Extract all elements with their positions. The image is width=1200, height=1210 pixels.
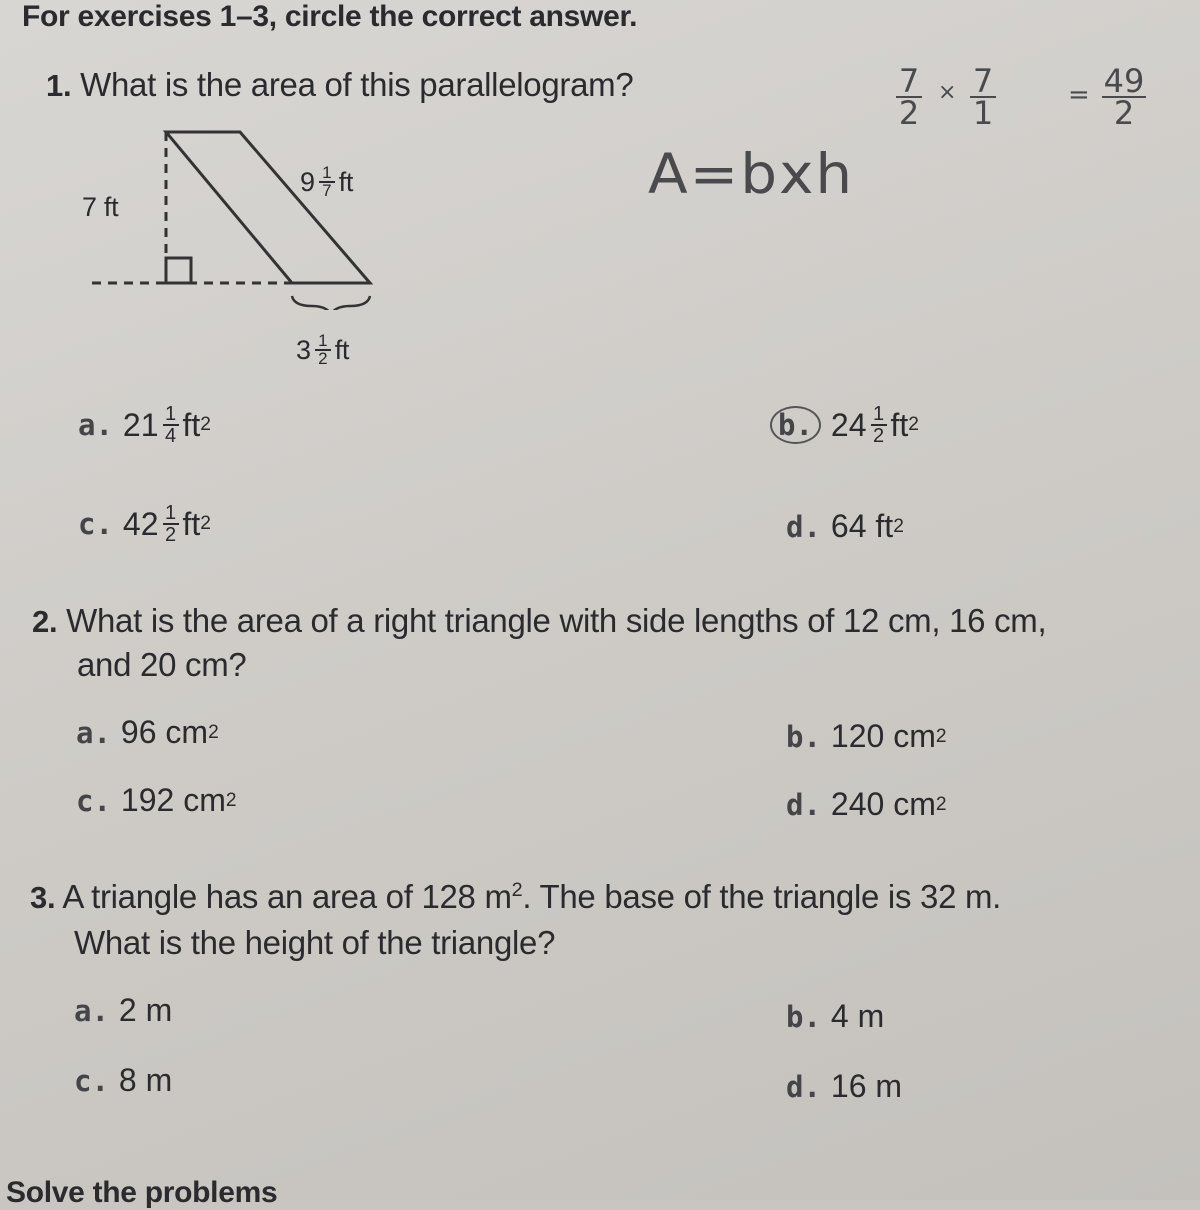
option-num: 1: [164, 502, 177, 524]
option-value: 240 cm: [830, 786, 936, 822]
base-brace: [292, 296, 370, 310]
work-times: ×: [938, 80, 957, 105]
question-number: 1.: [46, 68, 72, 103]
side-unit: ft: [338, 166, 354, 197]
option-label: b.: [786, 999, 821, 1034]
q3-option-d[interactable]: [786, 1068, 902, 1105]
question-text-line1: What is the area of a right triangle with side lengths of 12 cm, 16 cm,: [66, 602, 1047, 639]
q1-option-d[interactable]: [786, 508, 904, 545]
option-value: 8 m: [118, 1062, 173, 1098]
parallelogram-figure: [80, 120, 400, 310]
base-num: 1: [318, 331, 328, 350]
option-label: a.: [74, 993, 109, 1028]
q2-option-c[interactable]: [76, 782, 237, 819]
handwritten-work: [890, 62, 1180, 156]
base-fraction: [315, 333, 331, 367]
option-exponent: 2: [935, 725, 947, 747]
base-den: 2: [318, 349, 328, 368]
section-heading: Solve the problems: [6, 1176, 278, 1209]
option-value: 96 cm: [120, 714, 209, 750]
handwritten-formula: A=bxh: [648, 141, 855, 207]
option-value: 2 m: [118, 992, 173, 1028]
q1-option-a[interactable]: [78, 404, 211, 446]
question-1: [46, 66, 633, 104]
side-whole: 9: [300, 166, 315, 197]
side-den: 7: [322, 181, 332, 200]
option-label: b.: [786, 719, 821, 754]
option-exponent: 2: [200, 414, 211, 435]
q1-option-c[interactable]: [78, 503, 211, 545]
option-fraction: [163, 503, 179, 545]
option-exponent: 2: [200, 513, 211, 534]
work-left-den: 2: [898, 94, 920, 132]
base-label: [296, 333, 349, 367]
option-label-circled: b.: [770, 406, 821, 444]
option-label: d.: [786, 509, 821, 544]
option-num: 1: [164, 403, 177, 425]
option-value: 16 m: [830, 1068, 903, 1104]
q3-option-c[interactable]: [74, 1062, 172, 1099]
question-3-line2: What is the height of the triangle?: [74, 924, 556, 961]
side-fraction: [319, 165, 335, 199]
right-angle-mark: [166, 258, 191, 283]
side-label: [300, 165, 353, 199]
work-mid-fraction: [970, 62, 996, 132]
q3-option-a[interactable]: [74, 992, 172, 1029]
q1-option-b[interactable]: [770, 404, 919, 446]
option-unit: ft: [182, 505, 201, 542]
q3-option-b[interactable]: [786, 998, 884, 1035]
instructions: For exercises 1–3, circle the correct answer.: [22, 0, 638, 33]
option-whole: 24: [830, 406, 867, 443]
option-den: 2: [872, 425, 885, 447]
height-label: 7 ft: [82, 192, 119, 222]
work-mid-num: 7: [972, 62, 994, 100]
option-den: 4: [164, 425, 177, 447]
question-2-line2: and 20 cm?: [77, 646, 247, 683]
question-3: [30, 878, 1001, 916]
work-right-fraction: [1102, 62, 1146, 132]
work-equals: =: [1068, 80, 1090, 110]
work-left-fraction: [896, 62, 922, 132]
option-whole: 42: [122, 505, 159, 542]
question-number: 2.: [32, 604, 58, 639]
question-exponent: 2: [511, 879, 523, 901]
option-whole: 21: [122, 406, 159, 443]
question-number: 3.: [30, 880, 56, 915]
work-right-den: 2: [1113, 94, 1135, 132]
base-whole: 3: [296, 334, 311, 365]
option-value: 120 cm: [830, 718, 936, 754]
option-fraction: [871, 404, 887, 446]
question-text-line1-end: . The base of the triangle is 32 m.: [522, 878, 1002, 915]
option-exponent: 2: [935, 793, 947, 815]
option-exponent: 2: [208, 721, 219, 743]
option-label: c.: [74, 1063, 109, 1098]
option-label: a.: [76, 715, 111, 750]
option-label: c.: [78, 507, 113, 541]
work-mid-den: 1: [972, 94, 994, 132]
base-unit: ft: [334, 334, 350, 365]
option-unit: ft: [890, 406, 909, 443]
question-text: What is the area of this parallelogram?: [80, 66, 634, 103]
q2-option-a[interactable]: [76, 714, 219, 751]
q2-option-d[interactable]: [786, 786, 947, 823]
option-label: d.: [786, 787, 821, 822]
question-text-line1: A triangle has an area of 128 m: [62, 878, 512, 915]
parallelogram-shape: [166, 132, 370, 283]
work-right-num: 49: [1103, 62, 1145, 100]
q2-option-b[interactable]: [786, 718, 947, 755]
option-label: c.: [76, 783, 111, 818]
option-label: a.: [78, 408, 113, 442]
option-unit: ft: [182, 406, 201, 443]
option-exponent: 2: [225, 789, 237, 811]
option-fraction: [163, 404, 179, 446]
option-value: 4 m: [830, 998, 885, 1034]
side-num: 1: [322, 163, 332, 182]
option-num: 1: [872, 403, 885, 425]
option-label: d.: [786, 1069, 821, 1104]
question-2: [32, 602, 1046, 640]
option-den: 2: [164, 524, 177, 546]
work-left-num: 7: [898, 62, 920, 100]
option-exponent: 2: [908, 414, 919, 435]
option-value: 192 cm: [120, 782, 226, 818]
option-exponent: 2: [893, 515, 904, 537]
option-value: 64 ft: [830, 508, 894, 544]
